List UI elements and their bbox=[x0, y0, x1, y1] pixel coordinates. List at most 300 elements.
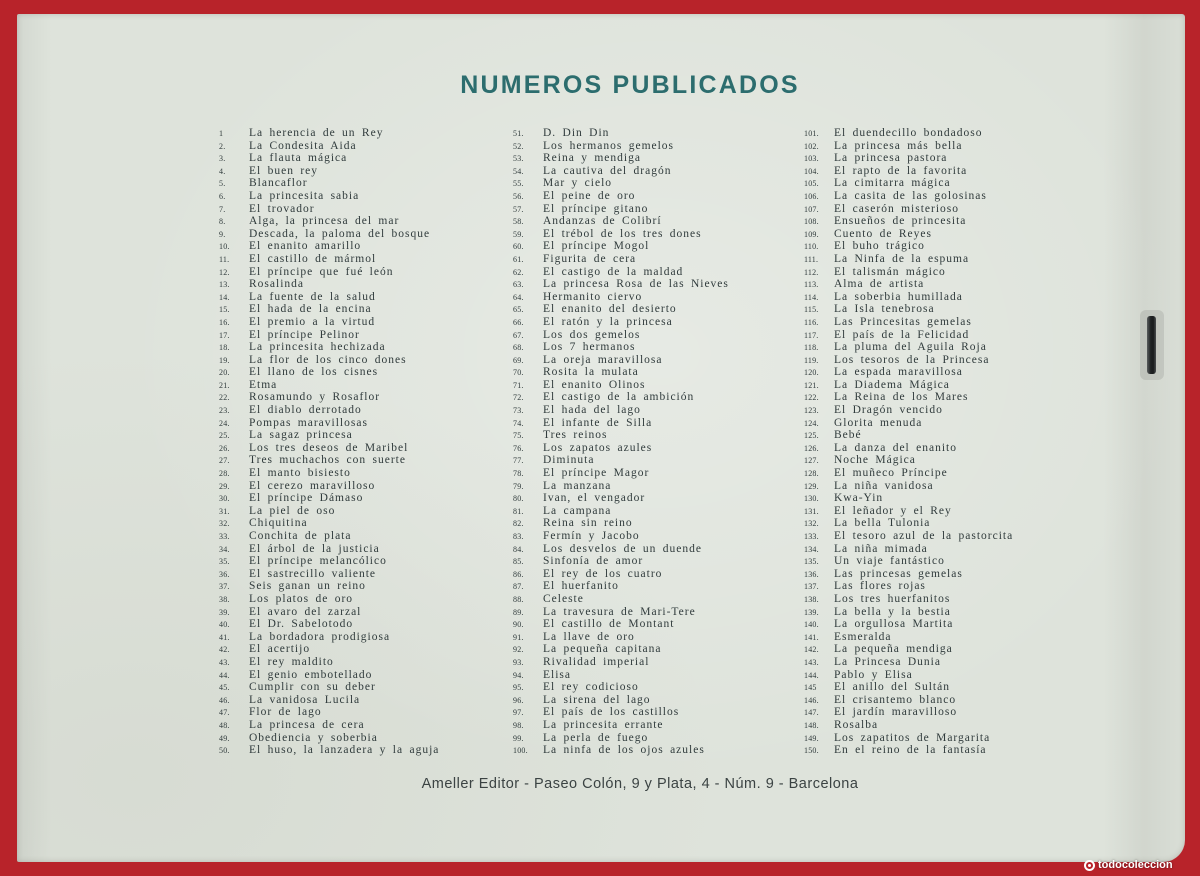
issue-title: Los tres deseos de Maribel bbox=[249, 441, 409, 454]
list-item bbox=[219, 379, 509, 392]
issue-number: 90. bbox=[513, 620, 524, 630]
issue-number: 13. bbox=[219, 280, 230, 290]
issue-title: D. Din Din bbox=[543, 127, 610, 139]
list-item bbox=[219, 442, 509, 455]
issue-number: 148. bbox=[804, 720, 819, 730]
list-item bbox=[219, 278, 509, 291]
list-item bbox=[513, 404, 798, 417]
issue-title: Chiquitina bbox=[249, 517, 308, 530]
list-item bbox=[219, 732, 509, 745]
list-item bbox=[513, 354, 798, 367]
issue-title: Las flores rojas bbox=[834, 580, 926, 593]
issue-number: 34. bbox=[219, 544, 230, 554]
list-item bbox=[804, 203, 1044, 216]
list-item bbox=[219, 606, 509, 619]
issue-number: 29. bbox=[219, 481, 230, 491]
issue-number: 135. bbox=[804, 557, 819, 567]
list-item bbox=[804, 454, 1044, 467]
list-item bbox=[804, 593, 1044, 606]
list-item bbox=[804, 656, 1044, 669]
issue-number: 48. bbox=[219, 720, 230, 730]
list-item bbox=[219, 127, 509, 140]
list-item bbox=[219, 228, 509, 241]
list-item bbox=[804, 442, 1044, 455]
issue-number: 17. bbox=[219, 330, 230, 340]
issue-title: Los tres huerfanitos bbox=[834, 592, 951, 605]
issue-title: El muñeco Príncipe bbox=[834, 467, 948, 480]
issues-column-2 bbox=[513, 127, 798, 757]
issue-number: 60. bbox=[513, 242, 524, 252]
list-item bbox=[513, 442, 798, 455]
issue-title: Los desvelos de un duende bbox=[543, 542, 702, 555]
issue-number: 109. bbox=[804, 229, 819, 239]
issue-title: Elisa bbox=[543, 668, 571, 681]
issue-title: La soberbia humillada bbox=[834, 290, 963, 303]
issue-number: 24. bbox=[219, 418, 230, 428]
issue-title: La princesa Rosa de las Nieves bbox=[543, 278, 729, 291]
list-item bbox=[804, 228, 1044, 241]
issue-number: 51. bbox=[513, 129, 524, 138]
list-item bbox=[513, 203, 798, 216]
issue-title: La Diadema Mágica bbox=[834, 378, 950, 391]
issue-number: 65. bbox=[513, 305, 524, 315]
list-item bbox=[219, 366, 509, 379]
list-item bbox=[513, 694, 798, 707]
issue-title: La princesa de cera bbox=[249, 718, 365, 731]
issue-title: Un viaje fantástico bbox=[834, 555, 945, 568]
issue-number: 142. bbox=[804, 645, 819, 655]
issue-title: El país de la Felicidad bbox=[834, 328, 970, 341]
issue-number: 121. bbox=[804, 380, 819, 390]
issue-number: 21. bbox=[219, 380, 230, 390]
list-item bbox=[804, 127, 1044, 140]
issue-number: 143. bbox=[804, 657, 819, 667]
issue-title: Los platos de oro bbox=[249, 592, 354, 605]
issues-column-3 bbox=[804, 127, 1044, 757]
issue-number: 104. bbox=[804, 166, 819, 176]
issue-number: 92. bbox=[513, 645, 524, 655]
issue-title: Ensueños de princesita bbox=[834, 215, 967, 228]
issue-title: El acertijo bbox=[249, 643, 311, 656]
list-item bbox=[219, 303, 509, 316]
issue-title: El crisantemo blanco bbox=[834, 693, 957, 706]
issue-title: El castillo de Montant bbox=[543, 618, 675, 631]
list-item bbox=[219, 492, 509, 505]
issue-title: Etma bbox=[249, 378, 278, 391]
list-item bbox=[219, 618, 509, 631]
issue-title: Figurita de cera bbox=[543, 252, 637, 265]
list-item bbox=[804, 568, 1044, 581]
issue-number: 18. bbox=[219, 343, 230, 353]
issue-number: 78. bbox=[513, 469, 524, 479]
list-item bbox=[219, 417, 509, 430]
issue-number: 43. bbox=[219, 657, 230, 667]
list-item bbox=[513, 454, 798, 467]
issue-number: 80. bbox=[513, 494, 524, 504]
list-item bbox=[513, 266, 798, 279]
issue-title: Rosamundo y Rosaflor bbox=[249, 391, 381, 404]
list-item bbox=[219, 215, 509, 228]
list-item bbox=[513, 706, 798, 719]
issue-title: La danza del enanito bbox=[834, 441, 957, 454]
issue-number: 49. bbox=[219, 733, 230, 743]
issue-number: 38. bbox=[219, 594, 230, 604]
list-item bbox=[804, 744, 1044, 757]
list-item bbox=[513, 127, 798, 140]
issue-title: Mar y cielo bbox=[543, 177, 613, 190]
list-item bbox=[513, 606, 798, 619]
list-item bbox=[804, 366, 1044, 379]
list-item bbox=[513, 631, 798, 644]
list-item bbox=[219, 429, 509, 442]
list-item bbox=[513, 366, 798, 379]
list-item bbox=[219, 404, 509, 417]
issue-number: 86. bbox=[513, 569, 524, 579]
issue-number: 133. bbox=[804, 532, 819, 541]
issue-title: El genio embotellado bbox=[249, 668, 373, 681]
issue-title: El rapto de la favorita bbox=[834, 164, 968, 177]
issue-number: 129. bbox=[804, 481, 819, 491]
issue-title: Celeste bbox=[543, 592, 584, 605]
issue-title: El anillo del Sultán bbox=[834, 681, 950, 694]
issue-title: La campana bbox=[543, 504, 612, 517]
issue-number: 110. bbox=[804, 242, 819, 252]
list-item bbox=[513, 732, 798, 745]
publisher-footer: Ameller Editor - Paseo Colón, 9 y Plata, 4 - Núm. 9 - Barcelona bbox=[421, 776, 859, 792]
list-item bbox=[513, 240, 798, 253]
issue-title: El enanito del desierto bbox=[543, 303, 677, 316]
list-item bbox=[219, 291, 509, 304]
issue-title: La pequeña capitana bbox=[543, 643, 662, 656]
issue-number: 57. bbox=[513, 204, 524, 214]
issue-title: Bebé bbox=[834, 429, 862, 442]
issue-title: El buho trágico bbox=[834, 240, 925, 253]
list-item bbox=[804, 429, 1044, 442]
list-item bbox=[219, 669, 509, 682]
list-item bbox=[804, 732, 1044, 745]
list-item bbox=[804, 719, 1044, 732]
list-item bbox=[804, 467, 1044, 480]
issue-title: Pablo y Elisa bbox=[834, 668, 913, 681]
list-item bbox=[804, 505, 1044, 518]
list-item bbox=[513, 593, 798, 606]
issue-number: 70. bbox=[513, 368, 524, 378]
list-item bbox=[804, 643, 1044, 656]
issue-title: Las princesas gemelas bbox=[834, 567, 963, 580]
list-item bbox=[513, 316, 798, 329]
issue-title: El castillo de mármol bbox=[249, 252, 377, 265]
issue-number: 138. bbox=[804, 594, 819, 604]
issue-number: 64. bbox=[513, 292, 524, 302]
issue-number: 11. bbox=[219, 254, 230, 264]
issue-title: El hada de la encina bbox=[249, 303, 372, 316]
issue-title: Descada, la paloma del bosque bbox=[249, 227, 431, 240]
list-item bbox=[804, 530, 1044, 543]
issue-number: 119. bbox=[804, 355, 819, 365]
issue-title: La sirena del lago bbox=[543, 693, 651, 706]
issue-title: La flor de los cinco dones bbox=[249, 353, 407, 366]
issue-title: El trovador bbox=[249, 202, 315, 215]
list-item bbox=[804, 555, 1044, 568]
issue-number: 39. bbox=[219, 607, 230, 617]
issue-number: 89. bbox=[513, 607, 524, 617]
issue-title: Cumplir con su deber bbox=[249, 681, 376, 694]
issue-number: 112. bbox=[804, 267, 819, 277]
list-item bbox=[513, 152, 798, 165]
issue-number: 15. bbox=[219, 305, 230, 315]
list-item bbox=[804, 140, 1044, 153]
issue-number: 61. bbox=[513, 254, 524, 264]
issue-title: El diablo derrotado bbox=[249, 404, 362, 417]
list-item bbox=[219, 694, 509, 707]
issue-number: 141. bbox=[804, 632, 819, 642]
issue-title: Los zapatitos de Margarita bbox=[834, 731, 991, 744]
issue-number: 22. bbox=[219, 393, 230, 403]
issue-number: 95. bbox=[513, 683, 524, 693]
issue-number: 33. bbox=[219, 532, 230, 541]
issue-number: 113. bbox=[804, 280, 819, 290]
issue-number: 37. bbox=[219, 582, 230, 592]
list-item bbox=[513, 391, 798, 404]
issue-number: 105. bbox=[804, 179, 819, 189]
issue-number: 44. bbox=[219, 670, 230, 680]
list-item bbox=[513, 379, 798, 392]
issue-title: La cautiva del dragón bbox=[543, 164, 672, 177]
issue-number: 4. bbox=[219, 166, 226, 176]
list-item bbox=[513, 303, 798, 316]
issue-title: El huso, la lanzadera y la aguja bbox=[249, 744, 440, 757]
issue-title: La princesa pastora bbox=[834, 152, 948, 165]
issue-title: El trébol de los tres dones bbox=[543, 227, 702, 240]
list-item bbox=[804, 329, 1044, 342]
list-item bbox=[513, 480, 798, 493]
issue-number: 98. bbox=[513, 720, 524, 730]
issue-number: 31. bbox=[219, 506, 230, 516]
issue-number: 71. bbox=[513, 380, 524, 390]
list-item bbox=[804, 379, 1044, 392]
issue-number: 139. bbox=[804, 607, 819, 617]
issue-number: 1 bbox=[219, 129, 224, 138]
list-item bbox=[804, 391, 1044, 404]
issue-number: 120. bbox=[804, 368, 819, 378]
issue-number: 149. bbox=[804, 733, 819, 743]
issue-number: 128. bbox=[804, 469, 819, 479]
list-item bbox=[219, 568, 509, 581]
issue-title: El duendecillo bondadoso bbox=[834, 127, 983, 139]
list-item bbox=[804, 266, 1044, 279]
issue-title: El príncipe que fué león bbox=[249, 265, 394, 278]
list-item bbox=[219, 631, 509, 644]
issue-number: 79. bbox=[513, 481, 524, 491]
issue-number: 40. bbox=[219, 620, 230, 630]
list-item bbox=[804, 165, 1044, 178]
watermark-text: todocoleccion bbox=[1098, 859, 1173, 871]
issue-number: 3. bbox=[219, 154, 226, 164]
issue-number: 20. bbox=[219, 368, 230, 378]
issue-number: 32. bbox=[219, 519, 230, 529]
issue-title: La travesura de Mari-Tere bbox=[543, 605, 696, 618]
issue-title: Reina y mendiga bbox=[543, 152, 641, 165]
list-item bbox=[219, 454, 509, 467]
issue-title: Los dos gemelos bbox=[543, 328, 641, 341]
issue-number: 147. bbox=[804, 708, 819, 718]
issue-number: 114. bbox=[804, 292, 819, 302]
issue-number: 111. bbox=[804, 254, 819, 264]
list-item bbox=[219, 177, 509, 190]
issue-number: 82. bbox=[513, 519, 524, 529]
issue-number: 115. bbox=[804, 305, 819, 315]
list-item bbox=[513, 253, 798, 266]
list-item bbox=[219, 329, 509, 342]
issue-number: 72. bbox=[513, 393, 524, 403]
list-item bbox=[219, 391, 509, 404]
list-item bbox=[804, 618, 1044, 631]
issue-number: 83. bbox=[513, 532, 524, 541]
issue-title: El hada del lago bbox=[543, 404, 641, 417]
issue-title: La princesita errante bbox=[543, 718, 664, 731]
issue-number: 96. bbox=[513, 695, 524, 705]
list-item bbox=[219, 341, 509, 354]
issue-title: La Princesa Dunia bbox=[834, 655, 941, 668]
issue-number: 131. bbox=[804, 506, 819, 516]
issue-number: 35. bbox=[219, 557, 230, 567]
issue-number: 76. bbox=[513, 443, 524, 453]
issue-number: 28. bbox=[219, 469, 230, 479]
list-item bbox=[219, 706, 509, 719]
list-item bbox=[219, 354, 509, 367]
issue-title: En el reino de la fantasía bbox=[834, 744, 987, 757]
issue-title: Cuento de Reyes bbox=[834, 227, 932, 240]
list-item bbox=[219, 140, 509, 153]
list-item bbox=[513, 190, 798, 203]
list-item bbox=[513, 656, 798, 669]
issue-number: 55. bbox=[513, 179, 524, 189]
issue-number: 26. bbox=[219, 443, 230, 453]
list-item bbox=[513, 543, 798, 556]
list-item bbox=[804, 681, 1044, 694]
issue-title: El castigo de la ambición bbox=[543, 391, 695, 404]
issue-title: Alga, la princesa del mar bbox=[249, 215, 400, 228]
issue-number: 132. bbox=[804, 519, 819, 529]
issue-number: 25. bbox=[219, 431, 230, 441]
issue-title: El cerezo maravilloso bbox=[249, 479, 376, 492]
issue-title: La bella Tulonia bbox=[834, 517, 931, 530]
list-item bbox=[513, 278, 798, 291]
issue-title: La piel de oso bbox=[249, 504, 336, 517]
issue-title: La bella y la bestia bbox=[834, 605, 951, 618]
issue-title: La espada maravillosa bbox=[834, 366, 963, 379]
list-item bbox=[804, 316, 1044, 329]
issue-title: La bordadora prodigiosa bbox=[249, 630, 391, 643]
list-item bbox=[219, 530, 509, 543]
issue-number: 50. bbox=[219, 746, 230, 756]
issue-title: El enanito amarillo bbox=[249, 240, 362, 253]
issue-number: 52. bbox=[513, 141, 524, 151]
list-item bbox=[219, 744, 509, 757]
issue-title: Tres reinos bbox=[543, 429, 608, 442]
issue-title: Rosalba bbox=[834, 718, 879, 731]
issue-title: La oreja maravillosa bbox=[543, 353, 663, 366]
issue-title: El rey maldito bbox=[249, 655, 334, 668]
issue-number: 103. bbox=[804, 154, 819, 164]
issue-title: El peine de oro bbox=[543, 189, 636, 202]
issue-title: El príncipe Dámaso bbox=[249, 492, 364, 505]
issue-title: La ninfa de los ojos azules bbox=[543, 744, 705, 757]
issue-title: La Condesita Aida bbox=[249, 139, 357, 152]
issue-number: 30. bbox=[219, 494, 230, 504]
issue-title: El infante de Silla bbox=[543, 416, 653, 429]
issue-number: 10. bbox=[219, 242, 230, 252]
issue-title: El avaro del zarzal bbox=[249, 605, 362, 618]
issue-title: La llave de oro bbox=[543, 630, 635, 643]
list-item bbox=[219, 719, 509, 732]
list-item bbox=[804, 291, 1044, 304]
list-item bbox=[219, 253, 509, 266]
issue-title: La sagaz princesa bbox=[249, 429, 353, 442]
list-item bbox=[513, 291, 798, 304]
issue-number: 134. bbox=[804, 544, 819, 554]
issue-number: 12. bbox=[219, 267, 230, 277]
issue-title: Rosita la mulata bbox=[543, 366, 639, 379]
list-item bbox=[513, 643, 798, 656]
issue-title: La niña mimada bbox=[834, 542, 928, 555]
issue-number: 87. bbox=[513, 582, 524, 592]
issue-title: El manto bisiesto bbox=[249, 467, 351, 480]
issue-title: El rey de los cuatro bbox=[543, 567, 663, 580]
issue-number: 7. bbox=[219, 204, 226, 214]
issue-number: 116. bbox=[804, 317, 819, 327]
issue-number: 97. bbox=[513, 708, 524, 718]
list-item bbox=[513, 669, 798, 682]
list-item bbox=[513, 228, 798, 241]
issue-title: Tres muchachos con suerte bbox=[249, 454, 406, 467]
issue-title: El país de los castillos bbox=[543, 706, 680, 719]
issue-title: El premio a la virtud bbox=[249, 315, 376, 328]
issue-title: Obediencia y soberbia bbox=[249, 731, 378, 744]
issue-title: El enanito Olinos bbox=[543, 378, 646, 391]
list-item bbox=[513, 568, 798, 581]
issue-number: 36. bbox=[219, 569, 230, 579]
issue-title: La Isla tenebrosa bbox=[834, 303, 935, 316]
issue-title: La fuente de la salud bbox=[249, 290, 376, 303]
issue-title: El buen rey bbox=[249, 164, 319, 177]
list-item bbox=[804, 152, 1044, 165]
list-item bbox=[219, 480, 509, 493]
issue-number: 59. bbox=[513, 229, 524, 239]
issue-number: 123. bbox=[804, 406, 819, 416]
issue-number: 94. bbox=[513, 670, 524, 680]
issue-title: Conchita de plata bbox=[249, 530, 352, 542]
issue-number: 88. bbox=[513, 594, 524, 604]
issue-title: Ivan, el vengador bbox=[543, 492, 646, 505]
list-item bbox=[219, 656, 509, 669]
issue-number: 73. bbox=[513, 406, 524, 416]
list-item bbox=[513, 177, 798, 190]
list-item bbox=[804, 669, 1044, 682]
issue-number: 56. bbox=[513, 191, 524, 201]
issue-number: 99. bbox=[513, 733, 524, 743]
list-item bbox=[219, 593, 509, 606]
issue-number: 6. bbox=[219, 191, 226, 201]
issue-number: 2. bbox=[219, 141, 226, 151]
list-item bbox=[219, 165, 509, 178]
issue-title: Los zapatos azules bbox=[543, 441, 653, 454]
issue-title: El sastrecillo valiente bbox=[249, 567, 376, 580]
issue-title: El príncipe Mogol bbox=[543, 240, 650, 253]
issue-title: Blancaflor bbox=[249, 177, 308, 190]
list-item bbox=[804, 354, 1044, 367]
issue-number: 122. bbox=[804, 393, 819, 403]
